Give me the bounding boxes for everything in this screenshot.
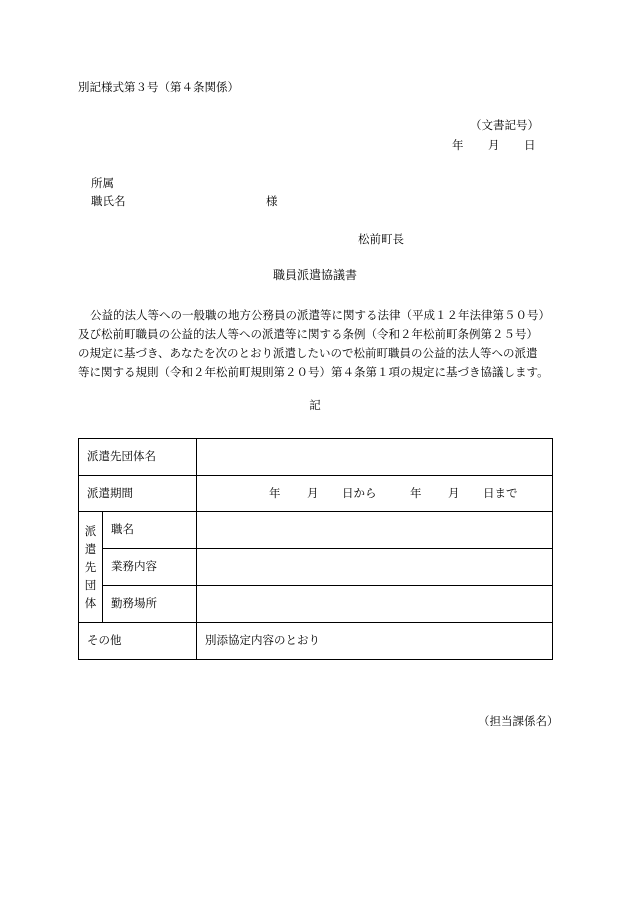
position-value[interactable] <box>197 512 553 549</box>
table-row <box>79 476 553 512</box>
table-row <box>79 549 553 586</box>
staff-name-label: 職氏名 <box>91 194 126 208</box>
document-title: 職員派遣協議書 <box>272 268 357 282</box>
issue-date <box>452 140 536 152</box>
body-line: 公益的法人等への一般職の地方公務員の派遣等に関する法律（平成１２年法律第５０号） <box>90 308 550 322</box>
table-row <box>79 512 553 549</box>
period-start-month: 月 <box>307 485 319 500</box>
duties-label: 業務内容 <box>103 549 197 586</box>
ki-heading: 記 <box>309 398 321 412</box>
issue-date-month: 月 <box>488 138 500 152</box>
duties-value[interactable] <box>197 549 553 586</box>
destination-group-label <box>79 512 103 623</box>
contact-section: （担当課係名） <box>478 714 559 728</box>
body-line: の規定に基づき、あなたを次のとおり派遣したいので松前町職員の公益的法人等への派遣 <box>78 346 538 360</box>
period-value[interactable] <box>197 476 553 512</box>
sender-name: 松前町長 <box>358 232 404 246</box>
document-number: （文書記号） <box>470 118 539 132</box>
issue-date-year: 年 <box>452 138 464 152</box>
affiliation-label: 所属 <box>91 176 114 190</box>
destination-name-label: 派遣先団体名 <box>79 439 197 476</box>
vertical-char: 先 <box>84 560 97 574</box>
period-start-day: 日から <box>342 485 377 500</box>
vertical-char: 団 <box>84 578 97 592</box>
period-start-year: 年 <box>269 485 281 500</box>
issue-date-day: 日 <box>524 138 536 152</box>
dispatch-details-table <box>78 438 553 660</box>
table-row <box>79 586 553 623</box>
period-end-month: 月 <box>448 485 460 500</box>
other-label: その他 <box>79 623 197 660</box>
vertical-char: 遣 <box>84 542 97 556</box>
period-end-year: 年 <box>410 485 422 500</box>
other-value[interactable]: 別添協定内容のとおり <box>197 623 553 660</box>
form-number: 別記様式第３号（第４条関係） <box>78 80 239 94</box>
body-paragraph <box>78 306 558 382</box>
workplace-value[interactable] <box>197 586 553 623</box>
honorific: 様 <box>266 194 278 208</box>
body-line: 等に関する規則（令和２年松前町規則第２０号）第４条第１項の規定に基づき協議します。 <box>78 365 549 379</box>
period-label: 派遣期間 <box>79 476 197 512</box>
period-fields <box>205 487 544 501</box>
table-row <box>79 623 553 660</box>
period-end-day: 日まで <box>483 485 518 500</box>
vertical-char: 派 <box>84 524 97 538</box>
workplace-label: 勤務場所 <box>103 586 197 623</box>
body-line: 及び松前町職員の公益的法人等への派遣等に関する条例（令和２年松前町条例第２５号） <box>78 327 538 341</box>
table-row <box>79 439 553 476</box>
vertical-char: 体 <box>84 596 97 610</box>
destination-name-value[interactable] <box>197 439 553 476</box>
position-label: 職名 <box>103 512 197 549</box>
